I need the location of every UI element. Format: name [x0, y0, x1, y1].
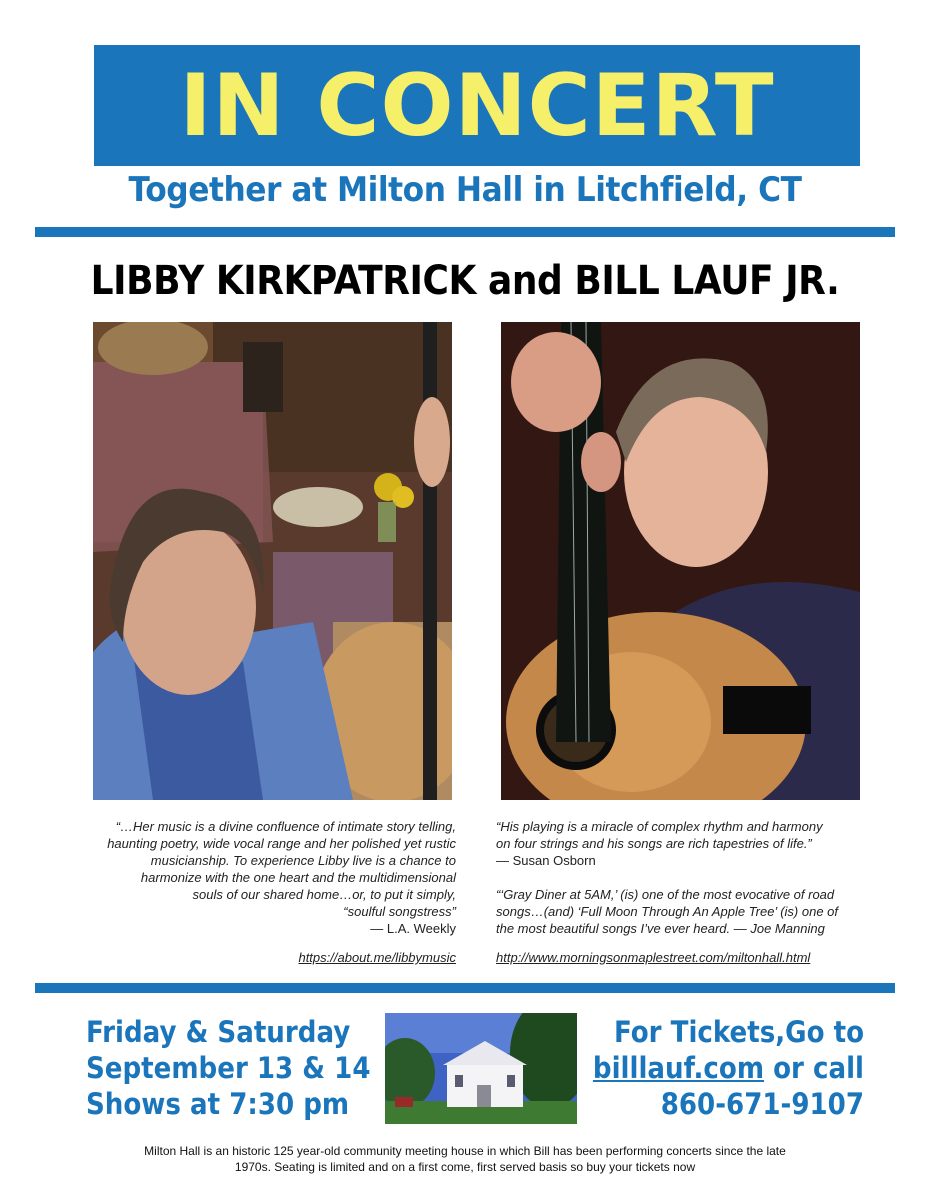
banner-title: IN CONCERT — [179, 55, 775, 156]
show-days: Friday & Saturday — [86, 1015, 351, 1049]
footer-line: Milton Hall is an historic 125 year-old community meeting house in which Bill has been performing concerts since the late — [144, 1144, 786, 1158]
quote-line: harmonize with the one heart and the multidimensional — [140, 870, 456, 885]
show-dates: September 13 & 14 — [86, 1051, 371, 1085]
quote-line: “His playing is a miracle of complex rhythm and harmony — [496, 819, 823, 834]
quote-line: songs…(and) ‘Full Moon Through An Apple Tree’ (is) one of — [496, 904, 839, 919]
bill-website-link[interactable]: http://www.morningsonmaplestreet.com/miltonhall.html — [496, 950, 811, 965]
headliners-heading: LIBBY KIRKPATRICK and BILL LAUF JR. — [90, 258, 840, 304]
libby-website-link[interactable]: https://about.me/libbymusic — [298, 950, 456, 965]
tickets-heading: For Tickets,Go to — [613, 1015, 864, 1049]
footer-line: 1970s. Seating is limited and on a first come, first served basis so buy your tickets now — [234, 1160, 696, 1174]
tickets-phone: 860-671-9107 — [660, 1087, 864, 1121]
ticket-info — [576, 1014, 864, 1122]
quote-line: souls of our shared home…or, to put it simply, — [192, 887, 456, 902]
quote-line: musicianship. To experience Libby live is a chance to — [150, 853, 456, 868]
show-time: Shows at 7:30 pm — [86, 1087, 350, 1121]
libby-kirkpatrick-photo — [93, 322, 452, 800]
tickets-site-link[interactable]: billlauf.com — [592, 1051, 765, 1085]
bill-lauf-photo — [501, 322, 860, 800]
bill-quotes — [496, 818, 876, 937]
milton-hall-photo — [385, 1013, 577, 1124]
libby-quote — [70, 818, 456, 937]
quote-attribution: — L.A. Weekly — [370, 921, 456, 936]
quote-line: “…Her music is a divine confluence of intimate story telling, — [115, 819, 456, 834]
quote-line: haunting poetry, wide vocal range and her polished yet rustic — [107, 836, 456, 851]
title-banner — [94, 45, 860, 166]
tickets-site-line — [576, 1050, 864, 1086]
quote-line: “‘Gray Diner at 5AM,’ (is) one of the most evocative of road — [496, 887, 835, 902]
event-subtitle: Together at Milton Hall in Litchfield, CT — [128, 170, 802, 210]
divider-bottom — [35, 983, 895, 993]
or-call-text: or call — [764, 1051, 864, 1085]
divider-top — [35, 227, 895, 237]
quote-attribution: — Susan Osborn — [496, 853, 596, 868]
quote-line: the most beautiful songs I’ve ever heard. — Joe Manning — [496, 921, 825, 936]
show-details — [86, 1014, 371, 1122]
venue-description — [70, 1143, 860, 1175]
quote-line: on four strings and his songs are rich tapestries of life.” — [496, 836, 812, 851]
quote-line: “soulful songstress” — [343, 904, 456, 919]
